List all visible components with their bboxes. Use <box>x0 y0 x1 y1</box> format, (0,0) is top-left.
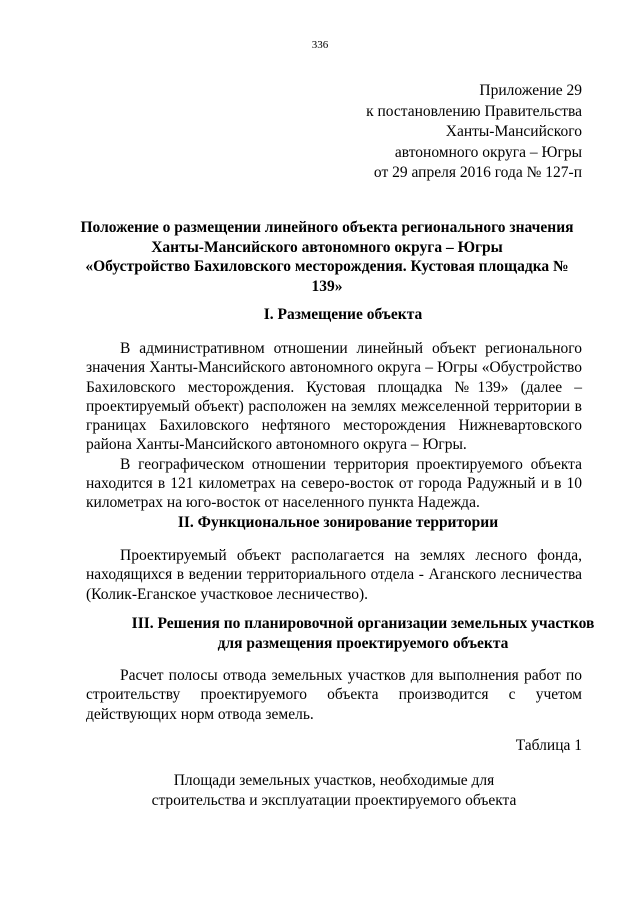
table-caption <box>86 771 582 811</box>
section-2-body <box>86 546 582 604</box>
section-2-heading: II. Функциональное зонирование территории <box>177 514 499 531</box>
heading-line: для размещения проектируемого объекта <box>217 635 509 652</box>
appendix-block <box>322 81 582 184</box>
appendix-line: Приложение 29 <box>479 82 582 99</box>
paragraph: В административном отношении линейный объект регионального значения Ханты-Мансийского автономного округа – Югры «Обустройство Бахиловского месторождения. Кустовая площадка №139» (далее – проектируемый объект) расположен на землях межселенной территории в границах Бахиловского нефтяного месторождения Нижневартовского района Ханты-Мансийского автономного округа – Югры. <box>86 340 582 454</box>
appendix-line: автономного округа – Югры <box>394 143 582 161</box>
title-line: 139» <box>311 277 343 295</box>
paragraph: В географическом отношении территория проектируемого объекта находится в 121 километрах на северо-восток от города Радужный и в 10 километрах на юго-восток от населенного пункта Надежда. <box>86 455 582 512</box>
section-3-body <box>86 666 582 724</box>
title-line: Ханты-Мансийского автономного округа – Югры <box>151 238 503 256</box>
caption-line: Площади земельных участков, необходимые для <box>173 772 495 789</box>
section-1-heading: I. Размещение объекта <box>263 306 423 323</box>
document-title <box>72 218 582 296</box>
table-label: Таблица 1 <box>515 737 582 754</box>
section-1-body <box>86 339 582 513</box>
paragraph: Проектируемый объект располагается на землях лесного фонда, находящихся в ведении территориального отдела - Аганского лесничества (Колик-Еганское участковое лесничество). <box>86 547 582 603</box>
section-3-heading <box>128 614 598 654</box>
appendix-line: от 29 апреля 2016 года № 127-п <box>373 164 582 181</box>
paragraph: Расчет полосы отвода земельных участков для выполнения работ по строительству проектируемого объекта производится с учетом действующих норм отвода земель. <box>86 667 582 723</box>
title-line: Положение о размещении линейного объекта регионального значения <box>80 219 574 236</box>
title-line: «Обустройство Бахиловского месторождения. Кустовая площадка № <box>85 258 569 275</box>
caption-line: строительства и эксплуатации проектируемого объекта <box>151 792 517 809</box>
appendix-line: Ханты-Мансийского <box>445 123 582 140</box>
heading-line: III. Решения по планировочной организации земельных участков <box>131 615 595 632</box>
appendix-line: к постановлению Правительства <box>366 102 582 120</box>
page-number: 336 <box>311 39 329 51</box>
